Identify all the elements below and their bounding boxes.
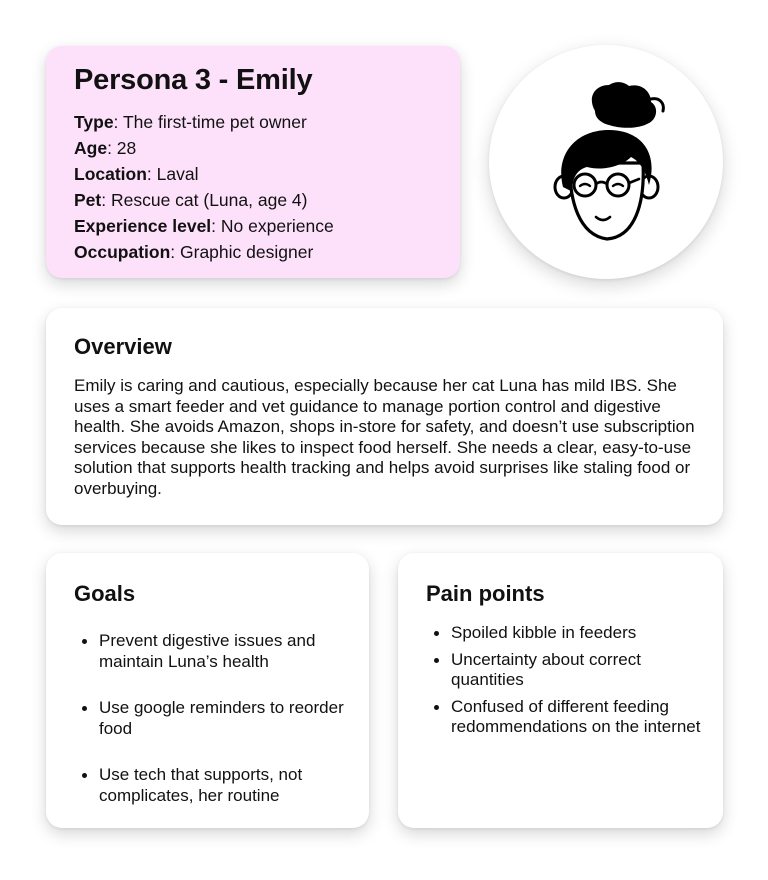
field-experience: Experience level: No experience bbox=[74, 216, 334, 236]
pain-point-item: Confused of different feeding redommendations on the internet bbox=[426, 697, 709, 738]
pain-points-card bbox=[398, 553, 723, 828]
field-location-value: Laval bbox=[156, 164, 199, 184]
field-pet-value: Rescue cat (Luna, age 4) bbox=[110, 190, 308, 210]
field-age-value: 28 bbox=[116, 138, 137, 158]
overview-text: Emily is caring and cautious, especially because her cat Luna has mild IBS. She uses a smart feeder and vet guidance to manage portion control and digestive health. She avoids Amazon, shops in-store for safety, and doesn’t use subscription services because she likes to inspect food herself. She needs a clear, easy-to-use solution that supports health tracking and helps avoid surprises like staling food or overbuying. bbox=[74, 376, 695, 498]
goal-item: Use google reminders to reorder food bbox=[74, 698, 355, 739]
field-location: Location: Laval bbox=[74, 164, 199, 184]
field-experience-label: Experience level bbox=[74, 216, 212, 236]
overview-card bbox=[46, 308, 723, 525]
pain-points-heading: Pain points bbox=[426, 581, 545, 606]
goals-card bbox=[46, 553, 369, 828]
field-experience-value: No experience bbox=[220, 216, 334, 236]
goal-item: Prevent digestive issues and maintain Luna’s health bbox=[74, 631, 355, 672]
woman-with-glasses-icon bbox=[489, 45, 723, 279]
overview-heading: Overview bbox=[74, 334, 172, 359]
goals-list bbox=[74, 631, 355, 806]
field-pet: Pet: Rescue cat (Luna, age 4) bbox=[74, 190, 308, 210]
field-pet-label: Pet bbox=[74, 190, 102, 210]
field-type-value: The first-time pet owner bbox=[122, 112, 307, 132]
field-location-label: Location bbox=[74, 164, 147, 184]
pain-point-item: Uncertainty about correct quantities bbox=[426, 650, 709, 691]
goal-item: Use tech that supports, not complicates, her routine bbox=[74, 765, 355, 806]
field-occupation-value: Graphic designer bbox=[180, 242, 314, 262]
field-type: Type: The first-time pet owner bbox=[74, 112, 307, 132]
persona-title: Persona 3 - Emily bbox=[74, 64, 313, 96]
field-occupation-label: Occupation bbox=[74, 242, 171, 262]
field-occupation: Occupation: Graphic designer bbox=[74, 242, 314, 262]
pain-points-list bbox=[426, 623, 709, 738]
field-type-label: Type bbox=[74, 112, 114, 132]
avatar bbox=[489, 45, 723, 279]
field-age: Age: 28 bbox=[74, 138, 137, 158]
goals-heading: Goals bbox=[74, 581, 136, 606]
pain-point-item: Spoiled kibble in feeders bbox=[426, 623, 709, 644]
persona-profile-card bbox=[46, 46, 460, 278]
field-age-label: Age bbox=[74, 138, 108, 158]
